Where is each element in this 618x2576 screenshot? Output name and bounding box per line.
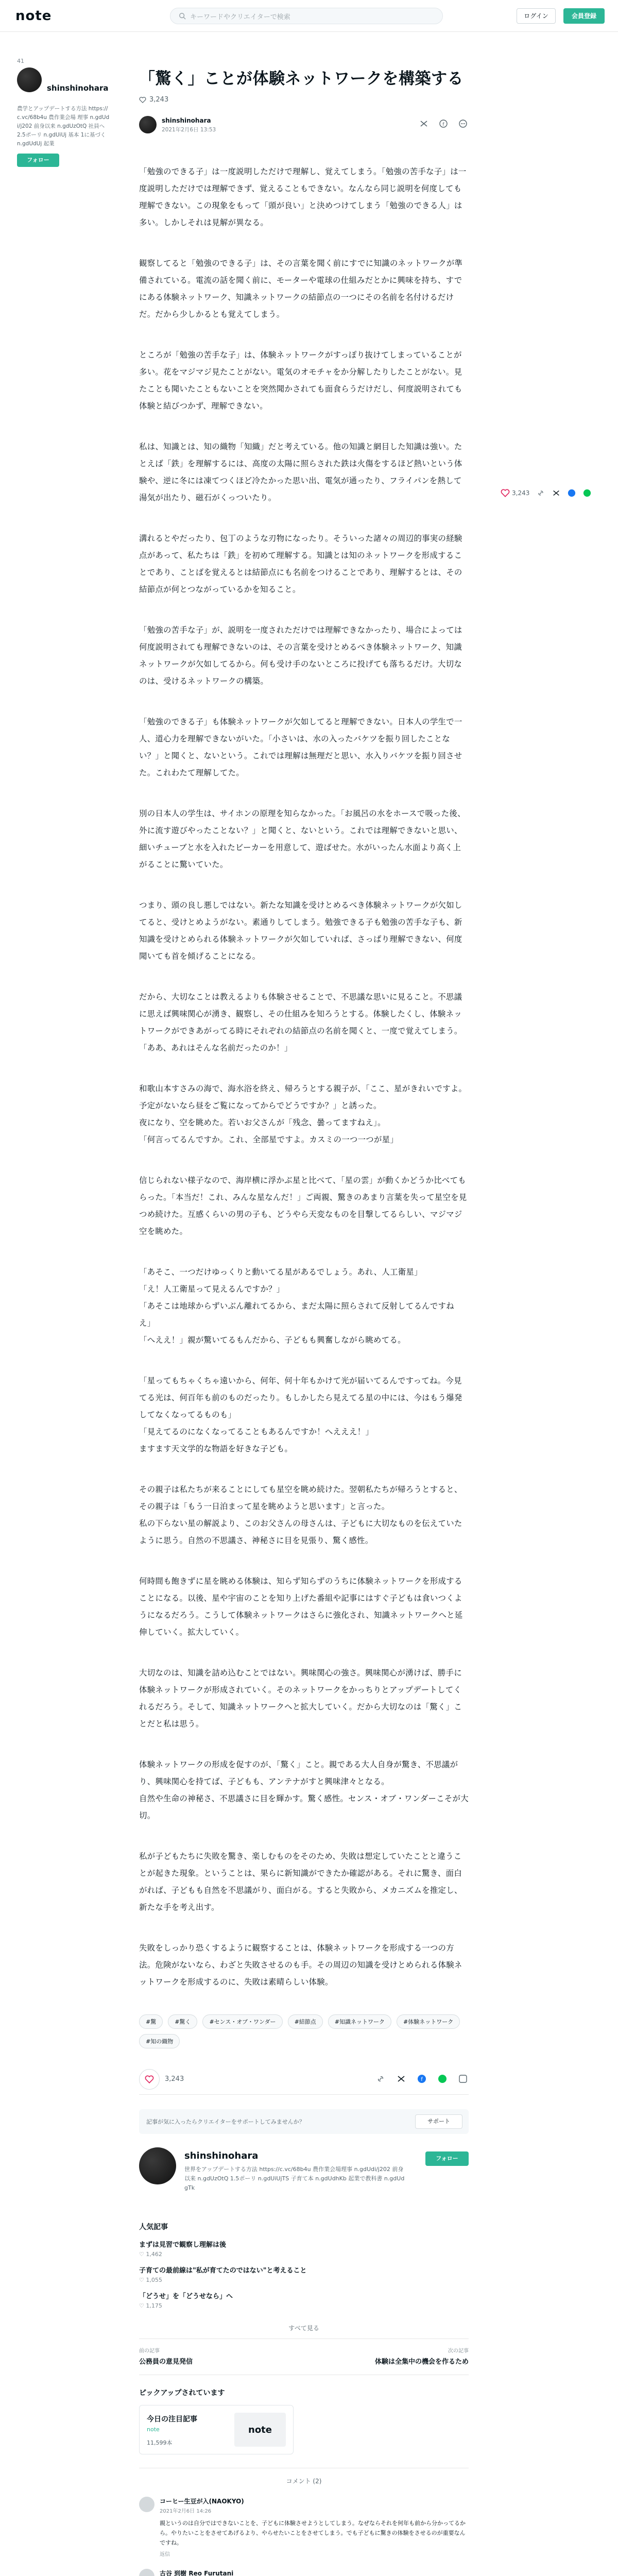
popular-item[interactable] [139, 2265, 469, 2283]
next-article-link[interactable] [375, 2346, 469, 2366]
article-paragraph: 信じられない様子なので、海岸横に浮かぶ星と比べて、「星の雲」が動くかどうか比べてもらった。「本当だ！これ、みんな星なんだ！」ご両親、驚きのあまり言葉を失って星空を見つめ続けた。互感くらいの男の子も、どうやら天変なものを目撃してるらしい、マジマジ空を眺めた。 [139, 1176, 467, 1236]
avatar[interactable] [139, 116, 157, 133]
hashtag[interactable]: #センス・オブ・ワンダー [202, 2014, 282, 2029]
like-count-top [139, 96, 469, 104]
twitter-icon[interactable] [419, 119, 430, 129]
article-main [139, 68, 469, 2576]
article-paragraph: 「勉強のできる子」も体験ネットワークが欠如してると理解できない。日本人の学生で一人、道心力を理解できないがいた。「小さいは、水の入ったバケツを振り回したことない？」と聞くと、ないという。これでは理解は無理だと思い、水入りバケツを振り回させた。これわたて理解してた。 [139, 717, 462, 777]
prev-next-nav [139, 2339, 469, 2375]
hatena-icon[interactable] [458, 2074, 469, 2084]
popular-label: 人気記事 [139, 2223, 168, 2231]
author-bio: 世界をアップデートする方法 https://c.vc/68b4u 農作業会場理事 n.gdUdi/j202 前身以来 n.gdUzOtQ 1.5ポーリ n.gdUiUjTS 子育て本 n.gdUdhKb 起業で教科書 n.gdUdgTk [184, 2166, 405, 2191]
comment [139, 2569, 469, 2576]
site-header [0, 0, 618, 32]
line-icon[interactable] [438, 2074, 448, 2084]
svg-text:f: f [421, 2077, 423, 2082]
pickup-logo: note [234, 2413, 286, 2447]
author-card [139, 2147, 469, 2209]
popular-item-title: 子育ての最前線は"私が育てたのではない"と考えること [139, 2267, 307, 2275]
avatar[interactable] [139, 2569, 154, 2576]
tag-list [139, 2014, 469, 2048]
popular-item[interactable] [139, 2239, 469, 2258]
popular-item-likes: ♡ 1,055 [139, 2277, 162, 2283]
comment [139, 2497, 469, 2557]
hashtag[interactable]: #驚 [139, 2014, 163, 2029]
comments-heading: コメント (2) [139, 2468, 469, 2485]
article-paragraph: だから、大切なことは教えるよりも体験させることで、不思議な思いに見ること。不思議に思えば興味関心が湧き、観察し、その仕組みを知ろうとする。体験したくし、体験ネットワークができあがってる時にそれぞれの結節点の名前を聞くと、一度で覚えてしまう。「ああ、あれはそんな名前だったのか！」 [139, 992, 462, 1053]
facebook-icon[interactable] [439, 119, 449, 129]
comment-author[interactable]: 古谷 到樹 Reo Furutani [160, 2570, 234, 2576]
sidebar-badge: 41 [17, 58, 24, 64]
search-icon [179, 12, 186, 20]
note-logo[interactable]: note [15, 8, 52, 24]
follow-button[interactable]: フォロー [425, 2151, 469, 2166]
next-title: 体験は全集中の機会を作るため [374, 2358, 469, 2366]
hashtag[interactable]: #結節点 [288, 2014, 323, 2029]
author-name[interactable]: shinshinohara [184, 2150, 259, 2161]
article-paragraph: 和歌山本すさみの海で、海水浴を終え、帰ろうとする親子が、「ここ、星がきれいですよ。予定がないなら昼をご覧になってからでどうですか？」と誘った。 夜になり、空を眺めた。若いお父さんが「残念、曇ってますねえ」。 「何言ってるんですか。これ、全部星ですよ。カスミの一つ一つが星」 [139, 1084, 467, 1144]
article-paragraph: 「あそこ、一つだけゆっくりと動いてる星があるでしょう。あれ、人工衛星」 「え！人工衛星って見えるんですか？」 「あそこは地球からずいぶん離れてるから、まだ太陽に照らされて反射してるんですねえ」 「へええ！」親が驚いてるもんだから、子どもも興奮しながら眺めてる。 [139, 1267, 454, 1345]
author-actions [419, 119, 469, 129]
action-bar [139, 2069, 469, 2095]
comment-reply-button[interactable]: 返信 [160, 2552, 170, 2557]
article-paragraph: 私が子どもたちに失敗を驚き、楽しむものをそのため、失敗は想定していたことと違うことが起きた現象。ということは、果らに新知識ができたか確認がある。それに驚き、面白がれば、子どもも自然を不思議がり、面白がる。すると失敗から、メカニズムを推定し、新たな手を考え出す。 [139, 1852, 462, 1912]
hashtag[interactable]: #知識ネットワーク [328, 2014, 391, 2029]
like-button[interactable] [139, 2069, 160, 2090]
article-paragraph: ところが「勉強の苦手な子」は、体験ネットワークがすっぽり抜けてしまっていることが多い。花をマジマジ見たことがない。電気のオモチャをか分解したりしたことがない。見たことも聞いたこともないことを突然聞かされても面食らうだけだし、何度説明されても体験と結びつかず、理解できない。 [139, 350, 462, 411]
support-box [139, 2109, 469, 2134]
prev-article-link[interactable] [139, 2346, 193, 2366]
line-icon[interactable] [583, 489, 591, 497]
popular-item[interactable] [139, 2291, 469, 2309]
popular-item-title: まずは見習で観察し理解は後 [139, 2241, 227, 2249]
floating-share [501, 488, 591, 498]
twitter-icon[interactable] [397, 2074, 407, 2084]
pickup-title: 今日の注目記事 [147, 2415, 197, 2424]
pickup-label: ピックアップされています [139, 2389, 225, 2397]
more-icon[interactable] [458, 119, 469, 129]
search-placeholder: キーワードやクリエイターで検索 [190, 13, 290, 21]
prev-label: 前の記事 [139, 2348, 160, 2354]
facebook-icon[interactable] [417, 2074, 427, 2084]
comment-text: 親というのは自分ではできないことを、子どもに体験させようとしてしまう。なぜならそれを何年も前から分かってるから。やりたいことをさせてあげるより、やらせたいことをさせてしまう。でも子どもに驚きの体験をさせるのが重要なんですね。 [160, 2520, 466, 2546]
heart-icon [145, 2075, 154, 2084]
share-actions [376, 2074, 469, 2084]
popular-item-title: 「どうせ」を「どうせなら」へ [139, 2293, 233, 2300]
support-button[interactable]: サポート [415, 2114, 462, 2129]
svg-text:f: f [442, 122, 444, 127]
like-count: 3,243 [165, 2075, 184, 2083]
facebook-icon[interactable] [568, 489, 576, 497]
article-paragraph: 「勉強の苦手な子」が、説明を一度されただけでは理解できなかったり、場合によっては何度説明されても理解できないのは、その言葉を受けとめるべき体験ネットワーク、知識ネットワークが欠如してるから。何も受け手のないところに投げても落ちるだけ。大切なのは、受けるネットワークの構築。 [139, 625, 462, 686]
article-paragraph: つまり、頭の良し悪しではない。新たな知識を受けとめるべき体験ネットワークが欠如してると、受けとめようがない。素通りしてしまう。勉強できる子も勉強の苦手な子も、新知識を受けとめられる体験ネットワークが欠如していれば、さっぱり理解できない、何度聞いても首を傾げることになる。 [139, 901, 462, 961]
comment-author[interactable]: コーヒー生豆が入(NAOKYO) [160, 2498, 244, 2505]
pickup-count: 11,599本 [147, 2439, 173, 2446]
popular-item-likes: ♡ 1,175 [139, 2302, 162, 2309]
link-icon[interactable] [537, 489, 545, 497]
comment-list [139, 2497, 469, 2576]
author-name[interactable]: shinshinohara [47, 83, 109, 93]
twitter-icon[interactable] [552, 489, 560, 497]
hashtag[interactable]: #体験ネットワーク [397, 2014, 460, 2029]
article-paragraph: 私は、知識とは、知の織物「知織」だと考えている。他の知識と網目した知識は強い。たとえば「鉄」を理解するには、高度の太陽に照らされた鉄は火傷をするほど熱いという体験や、逆に冬には凍てつくほど冷たかった思い出、電気が通ったり、フライパンを熱して湯気が出たり、磁石がくっついたり。 [139, 442, 462, 502]
article-paragraph: 体験ネットワークの形成を促すのが、「驚く」こと。親である大人自身が驚き、不思議がり、興味関心を持てば、子どもも、アンテナがすと興味津々となる。 自然や生命の神秘さ、不思議さに目を輝かす。驚く感性。センス・オブ・ワンダーこそが大切。 [139, 1760, 469, 1820]
search-input[interactable] [170, 8, 443, 24]
avatar[interactable] [139, 2497, 154, 2512]
article-body [139, 163, 469, 1991]
hashtag[interactable]: #驚く [168, 2014, 197, 2029]
follow-button[interactable]: フォロー [17, 154, 59, 167]
popular-list [139, 2239, 469, 2309]
author-name[interactable]: shinshinohara [162, 117, 211, 124]
avatar[interactable] [139, 2147, 176, 2184]
next-label: 次の記事 [448, 2348, 469, 2354]
popular-item-likes: ♡ 1,462 [139, 2251, 162, 2258]
see-all-link[interactable]: すべて見る [139, 2317, 469, 2339]
article-paragraph: 観察してると「勉強のできる子」は、その言葉を聞く前にすでに知識のネットワークが準備されている。電流の話を聞く前に、モーターや電球の仕組みだとかに興味を持ち、すでにある体験ネットワーク、知識ネットワークの結節点の一つにその名前を名付けるだけだ。だから少しかるとも覚えてしまう。 [139, 259, 463, 319]
hashtag[interactable]: #知の織物 [139, 2034, 180, 2048]
article-paragraph: 「勉強のできる子」は一度説明しただけで理解し、覚えてしまう。「勉強の苦手な子」は一度説明しただけでは理解できず、覚えることもできない。なんなら同じ説明を何度しても理解できない。この現象をもって「頭が良い」と決めつけてしまう「勉強のできる人」は多い。しかしそれは見解が異なる。 [139, 167, 467, 227]
author-bio: 農学とアップデートする方法 https://c.vc/68b4u 農作業会場 理事 n.gdUdi/j202 前身以来 n.gdUzOtQ 社員へ 2.5ポーリ n.gdUiUj 基本 1に基づく n.gdUdUj 起業 [17, 106, 110, 147]
support-text: 記事が気に入ったらクリエイターをサポートしてみませんか？ [146, 2119, 305, 2125]
article-paragraph: 失敗をしっかり恐くするように観察することは、体験ネットワークを形成する一つの方法。危険がないなら、わざと失敗させるのも手。その周辺の知識を受けとめられる体験ネットワークを形成するのに、失敗は素晴らしい体験。 [139, 1943, 462, 1987]
heart-icon[interactable] [139, 96, 146, 104]
like-count: 3,243 [149, 96, 169, 104]
avatar[interactable] [17, 67, 42, 92]
article-paragraph: 「星ってもちゃくちゃ遠いから、何年、何十年もかけて光が届いてるんですってね。今見てる光は、何百年も前のものだったり。もしかしたら見えてる星の中には、今はもう爆発してなくなってるものも」 「見えてるのになくなってることもあるんですか！へえええ！」 ますます天文学的な物語を好きな子ども。 [139, 1376, 462, 1453]
comment-date: 2021年2月6日 14:26 [160, 2509, 212, 2514]
article-paragraph: 溝れるとやだったり、包丁のような刃物になったり。そういった諸々の周辺的事実の経験点があって、私たちは「鉄」を初めて理解する。知識とは知のネットワークを形成することであり、ことばを覚えるとは結節点にも名前をつけることであり、理解するとは、その結節点が何とつながっているかを知ること。 [139, 534, 462, 594]
prev-title: 公務員の意見発信 [139, 2358, 193, 2366]
pickup-sub: note [147, 2426, 160, 2433]
pickup-card[interactable] [139, 2405, 294, 2454]
article-paragraph: 別の日本人の学生は、サイホンの原理を知らなかった。「お風呂の水をホースで吸った後、外に流す遊びやったことない？」と聞くと、ないという。これでは理解できないと思い、細いチューブと水を入れたビーカーを用意して、遊ばせた。水がいったん水面より高く上がることに驚いていた。 [139, 809, 466, 869]
signup-button[interactable]: 会員登録 [563, 8, 605, 24]
article-paragraph: 何時間も飽きずに星を眺める体験は、知らず知らずのうちに体験ネットワークを形成することになる。以後、星や宇宙のことを知り上げた番組や記事にはすぐ子どもは食いつくようになるだろう。こうして体験ネットワークはさらに強化され、知識ネットワークへと延伸していく。拡大していく。 [139, 1577, 463, 1637]
article-paragraph: 大切なのは、知識を詰め込むことではない。興味関心の強さ。興味関心が湧けば、勝手に体験ネットワークが形成されていく。そのネットワークをかっちりとアップデートしてくれるだろう。そして、知識ネットワークへと拡大していく。だから大切なのは「驚く」ことだと私は思う。 [139, 1668, 462, 1728]
author-row [139, 116, 469, 134]
author-sidebar [17, 58, 110, 167]
publish-date: 2021年2月6日 13:53 [162, 127, 216, 133]
article-paragraph: その親子は私たちが来ることにしても星空を眺め続けた。翌朝私たちが帰ろうとすると、その親子は「もう一日泊まって星を眺めようと思います」と言った。 私の下らない星の解説より、このお父さんの母さんは、子どもに大切なものを伝えていたように思う。自然の不思議さ、神秘さに目を見張り、驚く感性。 [139, 1485, 462, 1545]
article-title: 「驚く」ことが体験ネットワークを構築する [139, 70, 464, 88]
heart-icon[interactable] [501, 488, 510, 498]
link-icon[interactable] [376, 2074, 386, 2084]
login-button[interactable]: ログイン [517, 8, 556, 24]
like-count: 3,243 [512, 489, 530, 497]
